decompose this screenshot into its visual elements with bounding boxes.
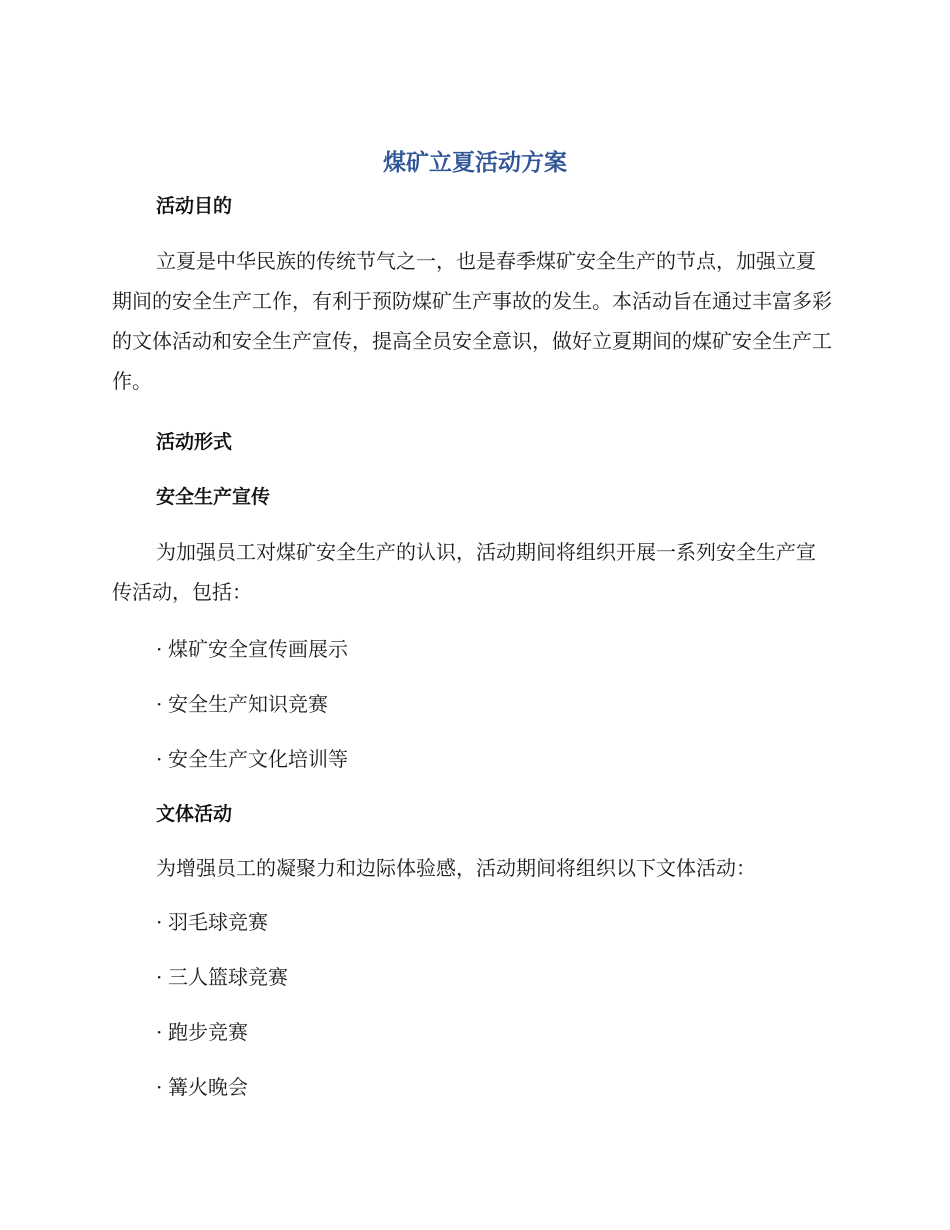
list-item: · 安全生产知识竞赛 [156, 689, 328, 719]
bullet-icon: · [156, 1020, 163, 1044]
heading-safety-promotion: 安全生产宣传 [156, 486, 271, 508]
heading-activity-form: 活动形式 [156, 431, 233, 453]
paragraph-sports-activities: 为增强员工的凝聚力和边际体验感，活动期间将组织以下文体活动： [156, 856, 756, 880]
list-item: · 三人篮球竞赛 [156, 962, 288, 992]
bullet-icon: · [156, 1075, 163, 1099]
list-item: · 羽毛球竞赛 [156, 907, 268, 937]
list-item: · 煤矿安全宣传画展示 [156, 634, 348, 664]
bullet-icon: · [156, 692, 163, 716]
list-item: · 安全生产文化培训等 [156, 744, 348, 774]
bullet-icon: · [156, 747, 163, 771]
heading-purpose: 活动目的 [156, 195, 233, 217]
list-item: · 篝火晚会 [156, 1072, 248, 1102]
paragraph-purpose: 立夏是中华民族的传统节气之一，也是春季煤矿安全生产的节点，加强立夏期间的安全生产工作，有利于预防煤矿生产事故的发生。本活动旨在通过丰富多彩的文体活动和安全生产宣传，提高全员安全意识，做好立夏期间的煤矿安全生产工作。 [112, 249, 832, 393]
heading-sports-activities: 文体活动 [156, 803, 233, 825]
document-title: 煤矿立夏活动方案 [383, 150, 567, 176]
bullet-icon: · [156, 637, 163, 661]
bullet-icon: · [156, 965, 163, 989]
list-item: · 跑步竞赛 [156, 1017, 248, 1047]
paragraph-safety-promotion: 为加强员工对煤矿安全生产的认识，活动期间将组织开展一系列安全生产宣传活动，包括： [112, 540, 816, 604]
bullet-icon: · [156, 910, 163, 934]
